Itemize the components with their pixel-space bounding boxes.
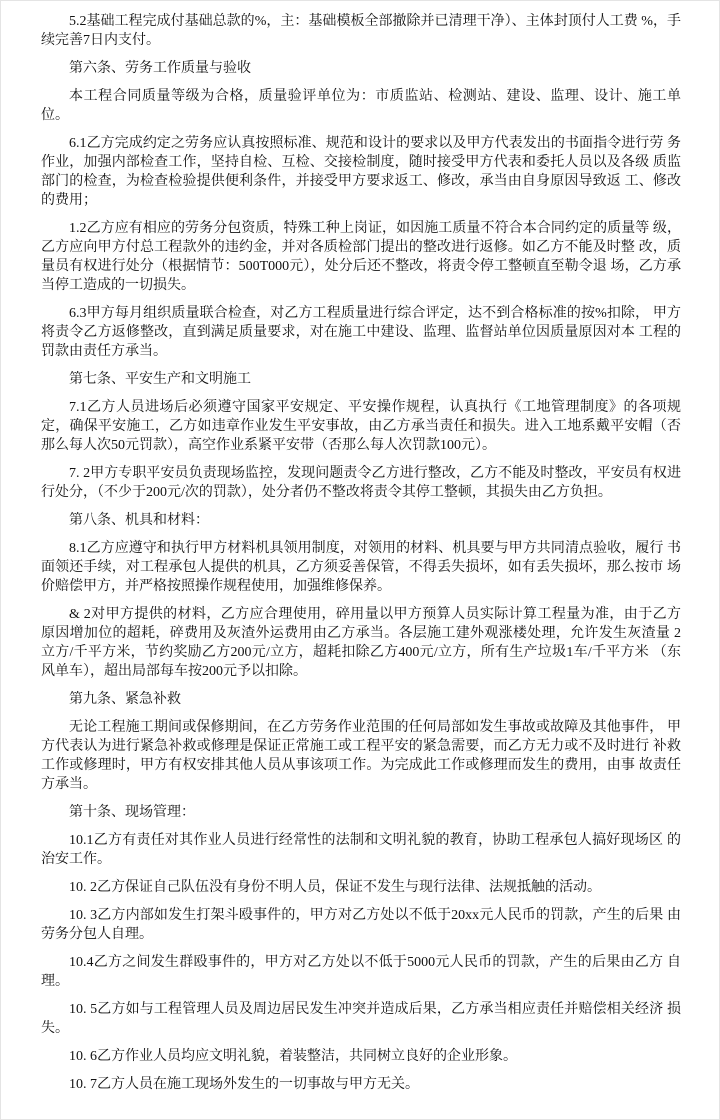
paragraph: 1.2乙方应有相应的劳务分包资质，特殊工种上岗证，如因施工质量不符合本合同约定的质量等 级，乙方应向甲方付总工程款外的违约金，并对各质检部门提出的整改进行返修。如乙方不能及时整 改，质量员有权进行处分（根据情节：500T000元），处分后还不整改，将责令停工整顿直至勒令退 场，乙方承当停工造成的一切损失。 bbox=[41, 221, 681, 293]
paragraph: 10. 5乙方如与工程管理人员及周边居民发生冲突并造成后果，乙方承当相应责任并赔偿相关经济 损失。 bbox=[41, 1002, 681, 1036]
paragraph: 8.1乙方应遵守和执行甲方材料机具领用制度，对领用的材料、机具要与甲方共同清点验收，履行 书面领还手续，对工程承包人提供的机具，乙方须妥善保管，不得丢失损坏，如有丢失损坏，那么按市 场价赔偿甲方，并严格按照操作规程使用，加强维修保养。 bbox=[41, 541, 681, 594]
paragraph: 6.1乙方完成约定之劳务应认真按照标准、规范和设计的要求以及甲方代表发出的书面指令进行劳 务作业，加强内部检查工作，坚持自检、互检、交接检制度，随时接受甲方代表和委托人员以及各级 质监部门的检查，为检查检验提供便利条件，并接受甲方要求返工、修改，承当由自身原因导致返 工、修改的费用； bbox=[41, 136, 681, 208]
section-heading: 第九条、紧急补救 bbox=[69, 692, 181, 707]
paragraph: 7. 2甲方专职平安员负责现场监控，发现问题责令乙方进行整改，乙方不能及时整改，平安员有权进行处分，（不少于200元/次的罚款），处分者仍不整改将责令其停工整顿，其损失由乙方负担。 bbox=[41, 466, 681, 500]
section-heading: 第七条、平安生产和文明施工 bbox=[69, 372, 251, 387]
document-body bbox=[41, 12, 681, 1094]
section-heading: 第十条、现场管理： bbox=[69, 805, 195, 820]
paragraph: 无论工程施工期间或保修期间，在乙方劳务作业范围的任何局部如发生事故或故障及其他事件， 甲方代表认为进行紧急补救或修理是保证正常施工或工程平安的紧急需要，而乙方无力或不及时进行 补救工作或修理时，甲方有权安排其他人员从事该项工作。为完成此工作或修理而发生的费用，由事 故责任方承当。 bbox=[41, 720, 681, 792]
paragraph: 7.1乙方人员进场后必须遵守国家平安规定、平安操作规程，认真执行《工地管理制度》的各项规 定，确保平安施工，乙方如违章作业发生平安事故，由乙方承当责任和损失。进入工地系戴平安帽（否 那么每人次50元罚款），高空作业系紧平安带（否那么每人次罚款100元）。 bbox=[41, 400, 681, 453]
paragraph: 10.1乙方有责任对其作业人员进行经常性的法制和文明礼貌的教育，协助工程承包人搞好现场区 的治安工作。 bbox=[41, 833, 681, 867]
paragraph: 10. 2乙方保证自己队伍没有身份不明人员，保证不发生与现行法律、法规抵触的活动。 bbox=[69, 880, 601, 895]
paragraph: 5.2基础工程完成付基础总款的%，主：基础模板全部撤除并已清理干净）、主体封顶付人工费 %，手续完善7日内支付。 bbox=[41, 14, 681, 48]
paragraph: 6.3甲方每月组织质量联合检查，对乙方工程质量进行综合评定，达不到合格标准的按%扣除， 甲方将责令乙方返修整改，直到满足质量要求，对在施工中建设、监理、监督站单位因质量原因对本 工程的罚款由责任方承当。 bbox=[41, 306, 681, 359]
paragraph: & 2对甲方提供的材料，乙方应合理使用，碎用量以甲方预算人员实际计算工程量为准，由于乙方 原因增加位的超耗，碎费用及灰渣外运费用由乙方承当。各层施工建外观涨楼处理，允许发生灰渣量 2立方/千平方米，节约奖励乙方200元/立方，超耗扣除乙方400元/立方，所有生产垃圾1车/千平方米 （东风单车），超出局部每车按200元予以扣除。 bbox=[41, 607, 681, 679]
section-heading: 第六条、劳务工作质量与验收 bbox=[69, 61, 251, 76]
paragraph: 10. 3乙方内部如发生打架斗殴事件的，甲方对乙方处以不低于20xx元人民币的罚款，产生的后果 由劳务分包人自理。 bbox=[41, 908, 681, 942]
paragraph: 10. 6乙方作业人员均应文明礼貌，着装整洁，共同树立良好的企业形象。 bbox=[69, 1049, 517, 1064]
paragraph: 本工程合同质量等级为合格，质量验评单位为：市质监站、检测站、建设、监理、设计、施工单 位。 bbox=[41, 89, 681, 123]
paragraph: 10. 7乙方人员在施工现场外发生的一切事故与甲方无关。 bbox=[69, 1077, 419, 1092]
section-heading: 第八条、机具和材料： bbox=[69, 513, 209, 528]
paragraph: 10.4乙方之间发生群殴事件的，甲方对乙方处以不低于5000元人民币的罚款，产生的后果由乙方 自理。 bbox=[41, 955, 681, 989]
